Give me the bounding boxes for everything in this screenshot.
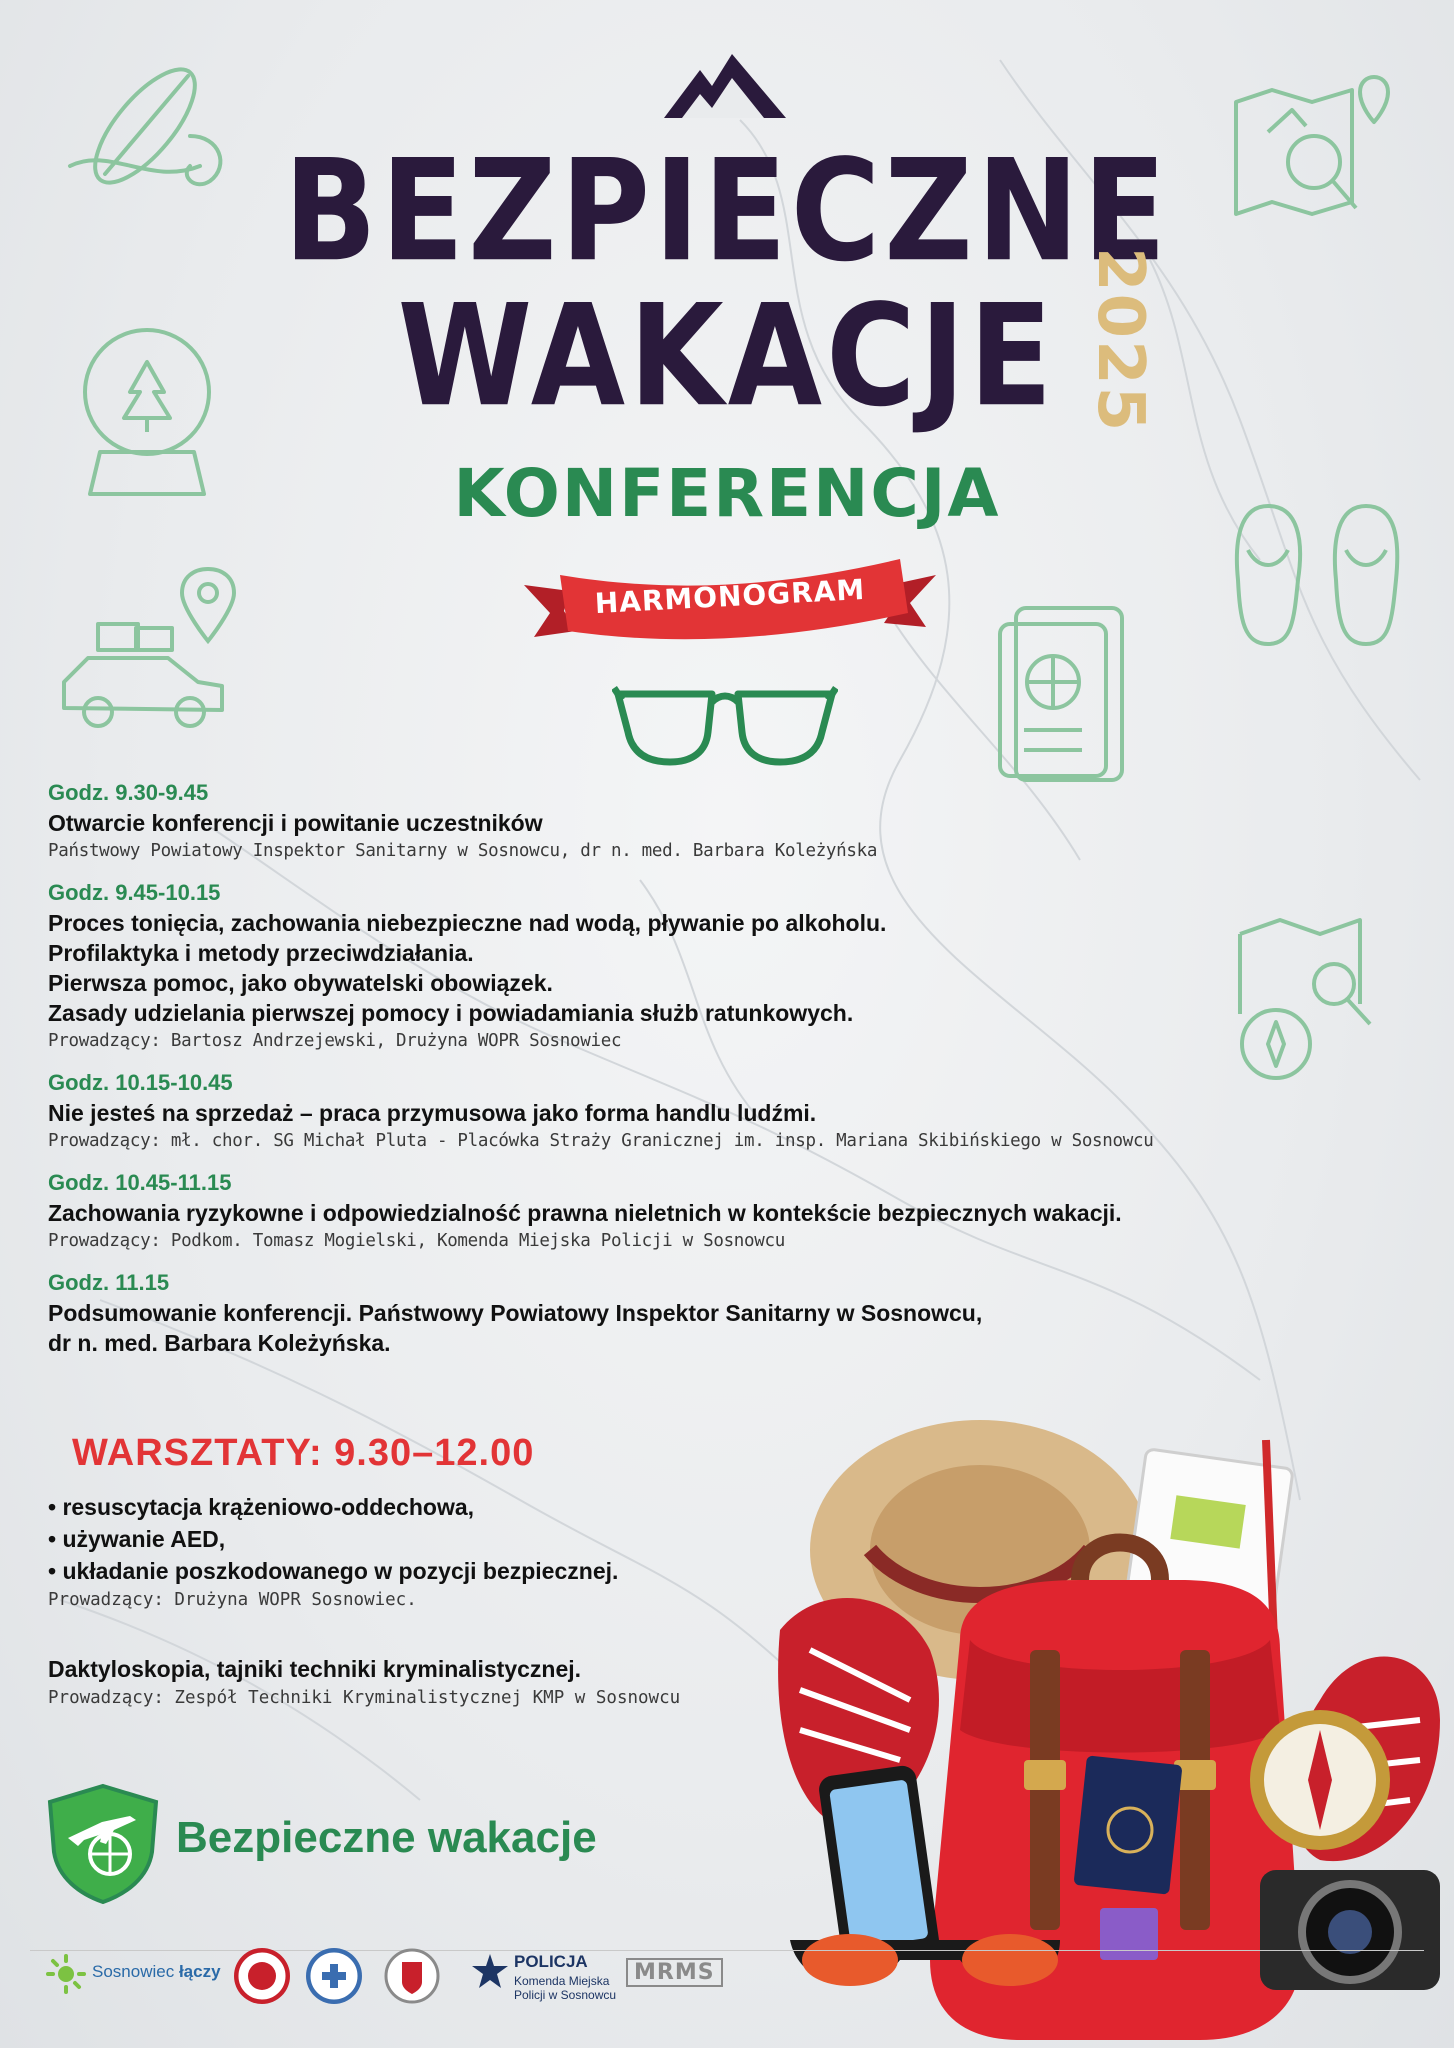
- slot-time: Godz. 10.15-10.45: [48, 1070, 233, 1095]
- workshop-extra-title: Daktyloskopia, tajniki techniki kryminalistycznej.: [48, 1656, 582, 1682]
- conference-heading: KONFERENCJA: [453, 455, 1001, 532]
- slot-time: Godz. 9.30-9.45: [48, 780, 209, 805]
- slot-line: Podsumowanie konferencji. Państwowy Powiatowy Inspektor Sanitarny w Sosnowcu,: [48, 1300, 983, 1326]
- sosnowiec-logo-text: [92, 1962, 221, 1982]
- slot-lead: Prowadzący: Podkom. Tomasz Mogielski, Komenda Miejska Policji w Sosnowcu: [48, 1231, 785, 1251]
- schedule-slot: [48, 1168, 1428, 1254]
- passport-icon: [996, 604, 1126, 784]
- slot-line: Profilaktyka i metody przeciwdziałania.: [48, 940, 474, 966]
- slot-lead: Prowadzący: mł. chor. SG Michał Pluta - Placówka Straży Granicznej im. insp. Mariana Skibińskiego w Sosnowcu: [48, 1131, 1154, 1151]
- police-logo-title: POLICJA: [514, 1952, 588, 1971]
- workshops-section: [48, 1432, 808, 1711]
- mrms-logo: MRMS: [626, 1958, 723, 1987]
- passport: [1073, 1755, 1182, 1894]
- schedule: [48, 778, 1428, 1372]
- slot-time: Godz. 10.45-11.15: [48, 1170, 232, 1195]
- title-line-1: BEZPIECZNE: [283, 129, 1171, 293]
- slot-line: Zachowania ryzykowne i odpowiedzialność prawna nieletnich w kontekście bezpiecznych wakacji.: [48, 1200, 1122, 1226]
- sosnowiec-logo-word: Sosnowiec: [92, 1962, 179, 1981]
- slot-lead: Prowadzący: Bartosz Andrzejewski, Drużyna WOPR Sosnowiec: [48, 1031, 622, 1051]
- brand-name: Bezpieczne wakacje: [176, 1813, 597, 1862]
- slot-lead: Państwowy Powiatowy Inspektor Sanitarny w Sosnowcu, dr n. med. Barbara Koleżyńska: [48, 841, 878, 861]
- schedule-slot: [48, 1268, 1428, 1358]
- slot-line: dr n. med. Barbara Koleżyńska.: [48, 1330, 391, 1356]
- workshop-item: • używanie AED,: [48, 1526, 226, 1552]
- workshop-item: • resuscytacja krążeniowo-oddechowa,: [48, 1494, 475, 1520]
- schedule-slot: [48, 778, 1428, 864]
- slot-time: Godz. 9.45-10.15: [48, 880, 221, 905]
- workshop-lead: Prowadzący: Drużyna WOPR Sosnowiec.: [48, 1590, 417, 1610]
- slot-line: Proces tonięcia, zachowania niebezpieczne nad wodą, pływanie po alkoholu.: [48, 910, 887, 936]
- slot-line: Otwarcie konferencji i powitanie uczestników: [48, 810, 543, 836]
- workshops-title: WARSZTATY: 9.30–12.00: [72, 1432, 535, 1474]
- workshop-extra-lead: Prowadzący: Zespół Techniki Kryminalistycznej KMP w Sosnowcu: [48, 1688, 681, 1708]
- wopr-logo-icon: [306, 1948, 362, 2004]
- sosnowiec-logo-word-bold: łączy: [178, 1962, 221, 1981]
- border-guard-logo-icon: [384, 1948, 440, 2004]
- schedule-slot: [48, 878, 1428, 1054]
- police-logo-sub: Policji w Sosnowcu: [514, 1988, 617, 2002]
- car-icon: [58, 618, 228, 738]
- police-logo-sub: Komenda Miejska: [514, 1974, 610, 1988]
- shield-plane-icon: [44, 1782, 162, 1904]
- police-star-icon: [470, 1952, 510, 1992]
- slot-line: Nie jesteś na sprzedaż – praca przymusowa jako forma handlu ludźmi.: [48, 1100, 817, 1126]
- slot-line: Pierwsza pomoc, jako obywatelski obowiązek.: [48, 970, 553, 996]
- workshop-item: • układanie poszkodowanego w pozycji bezpiecznej.: [48, 1558, 619, 1584]
- sanepid-logo-icon: [234, 1948, 290, 2004]
- year-label: 2025: [1083, 247, 1157, 434]
- slot-line: Zasady udzielania pierwszej pomocy i powiadamiania służb ratunkowych.: [48, 1000, 854, 1026]
- mountain-icon: [660, 48, 790, 120]
- glasses-icon: [612, 680, 838, 770]
- title-line-2: WAKACJE: [397, 274, 1057, 438]
- slot-time: Godz. 11.15: [48, 1270, 170, 1295]
- banner-label: HARMONOGRAM: [593, 572, 867, 621]
- schedule-slot: [48, 1068, 1428, 1154]
